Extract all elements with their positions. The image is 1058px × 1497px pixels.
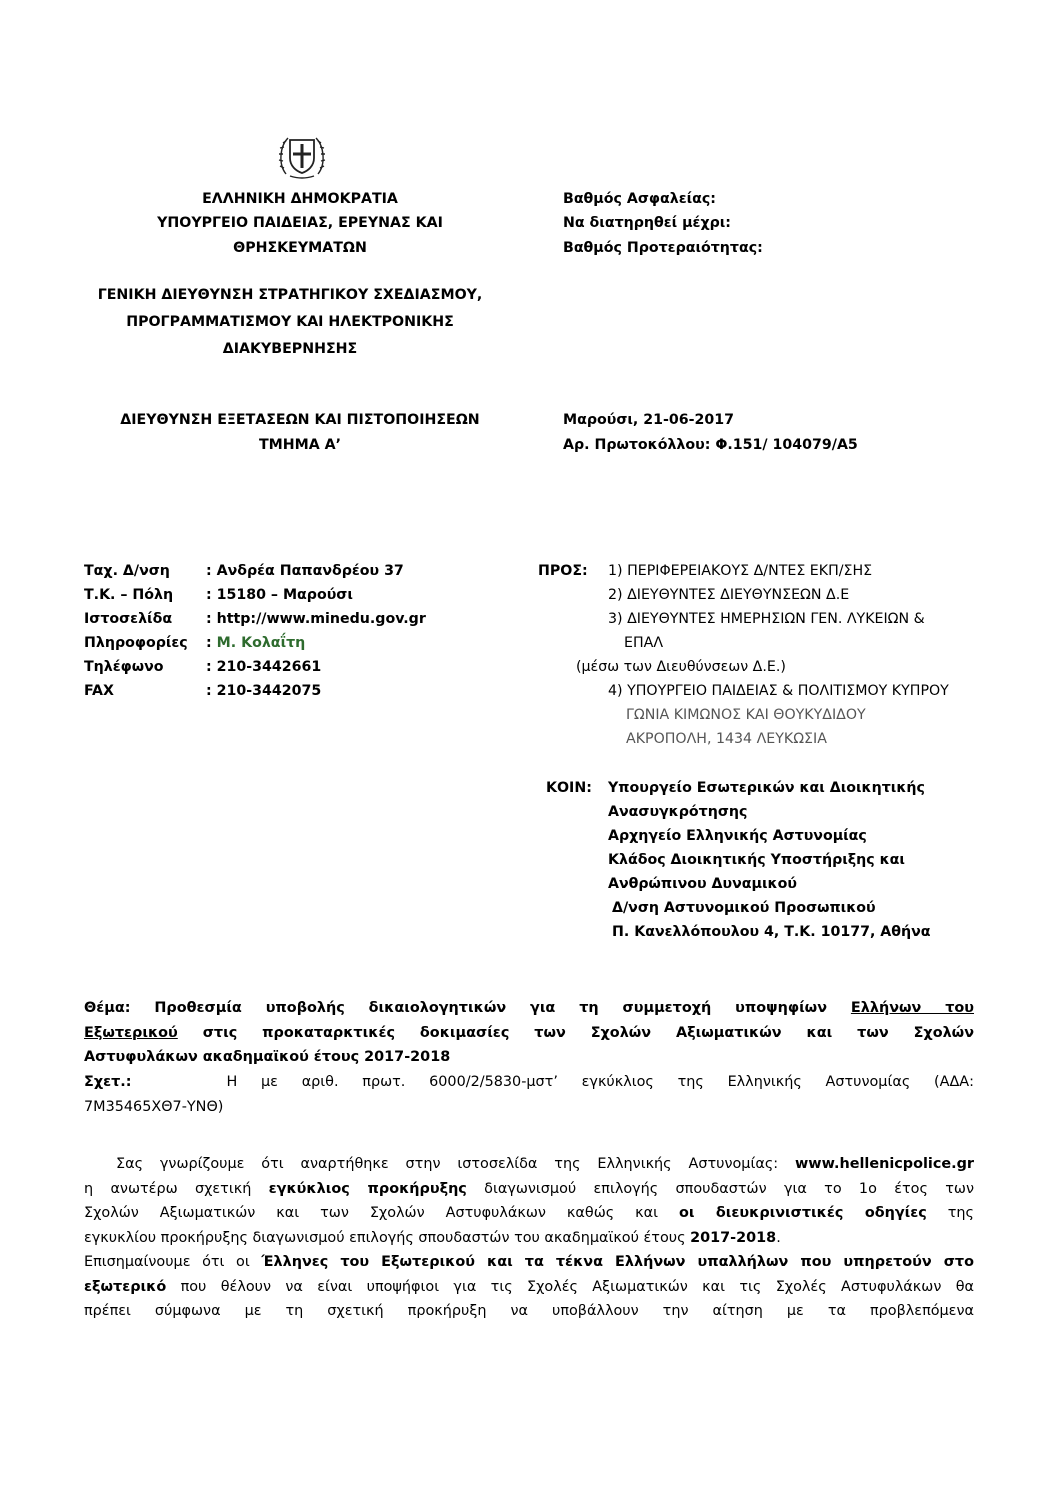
body-text: η ανωτέρω σχετική (84, 1180, 269, 1197)
subject-line-1 (84, 996, 974, 1021)
coat-of-arms-icon (276, 130, 328, 182)
body-line (84, 1226, 974, 1251)
subject-block (84, 996, 974, 1070)
body-bold: 2017-2018 (690, 1229, 777, 1246)
body-bold: εγκύκλιος προκήρυξης (268, 1180, 467, 1197)
body-text: εγκυκλίου προκήρυξης διαγωνισμού επιλογής σπουδαστών του ακαδημαϊκού έτους (84, 1229, 691, 1246)
to-label: ΠΡΟΣ: (538, 563, 588, 579)
body-line (84, 1299, 974, 1324)
cc-label: ΚΟΙΝ: (546, 780, 592, 796)
security-level-label: Βαθμός Ασφαλείας: (563, 191, 716, 207)
contact-row-info (84, 635, 305, 651)
contact-label: Τηλέφωνο (84, 659, 164, 675)
general-directorate-line-3: ΔΙΑΚΥΒΕΡΝΗΣΗΣ (222, 341, 358, 357)
subject-underlined: Εξωτερικού (84, 1024, 178, 1041)
contact-value: : 210-3442661 (206, 659, 322, 675)
subject-text: στις προκαταρκτικές δοκιμασίες των Σχολών Αξιωματικών και των Σχολών (177, 1024, 974, 1041)
contact-row-phone (84, 659, 321, 675)
body-line (84, 1250, 974, 1275)
cc-line-3: Αρχηγείο Ελληνικής Αστυνομίας (608, 828, 867, 844)
subject-text: Προθεσμία υποβολής δικαιολογητικών για τη συμμετοχή υποψηφίων (154, 1000, 827, 1016)
reference-block (84, 1070, 974, 1119)
body-bold: Έλληνες του Εξωτερικού και τα τέκνα Ελλήνων υπαλλήλων που υπηρετούν στο (261, 1254, 974, 1270)
subject-line-2 (84, 1021, 974, 1046)
body-text: . (776, 1229, 781, 1246)
contact-person: Μ. Κολαΐτη (216, 635, 306, 651)
cc-line-6: Δ/νση Αστυνομικού Προσωπικού (612, 900, 876, 916)
body-paragraph-1 (84, 1152, 974, 1250)
keep-until-label: Να διατηρηθεί μέχρι: (563, 215, 731, 231)
department-line: ΤΜΗΜΑ Α’ (258, 437, 342, 453)
cc-line-2: Ανασυγκρότησης (608, 804, 748, 820)
cc-line-1: Υπουργείο Εσωτερικών και Διοικητικής (608, 780, 925, 796)
recipient-4-address-2: ΑΚΡΟΠΟΛΗ, 1434 ΛΕΥΚΩΣΙΑ (626, 731, 827, 747)
protocol-number: Αρ. Πρωτοκόλλου: Φ.151/ 104079/Α5 (563, 437, 858, 453)
general-directorate-line-2: ΠΡΟΓΡΑΜΜΑΤΙΣΜΟΥ ΚΑΙ ΗΛΕΚΤΡΟΝΙΚΗΣ (126, 314, 454, 330)
subject-underlined: Ελλήνων του (850, 1000, 974, 1016)
cc-line-7: Π. Κανελλόπουλου 4, Τ.Κ. 10177, Αθήνα (612, 924, 931, 940)
contact-value: : Ανδρέα Παπανδρέου 37 (206, 563, 404, 579)
ministry-line-1: ΥΠΟΥΡΓΕΙΟ ΠΑΙΔΕΙΑΣ, ΕΡΕΥΝΑΣ ΚΑΙ (157, 215, 443, 231)
contact-label: Ιστοσελίδα (84, 611, 173, 627)
contact-row-website (84, 611, 426, 627)
recipient-4-address-1: ΓΩΝΙΑ ΚΙΜΩΝΟΣ ΚΑΙ ΘΟΥΚΥΔΙΔΟΥ (626, 707, 866, 723)
contact-row-fax (84, 683, 321, 699)
body-text: Σας γνωρίζουμε ότι αναρτήθηκε στην ιστοσελίδα της Ελληνικής Αστυνομίας: (116, 1156, 796, 1172)
ministry-line-2: ΘΡΗΣΚΕΥΜΑΤΩΝ (233, 240, 367, 256)
subject-label: Θέμα: (84, 1000, 131, 1016)
body-text: Σχολών Αξιωματικών και των Σχολών Αστυφυλάκων καθώς και (84, 1205, 679, 1222)
body-text: Επισημαίνουμε ότι οι (84, 1254, 262, 1270)
recipient-2: 2) ΔΙΕΥΘΥΝΤΕΣ ΔΙΕΥΘΥΝΣΕΩΝ Δ.Ε (608, 587, 850, 603)
body-bold: εξωτερικό (84, 1278, 167, 1295)
body-text: που θέλουν να είναι υποψήφιοι για τις Σχολές Αξιωματικών και τις Σχολές Αστυφυλάκων θα (166, 1278, 974, 1295)
body-line (84, 1152, 974, 1177)
contact-row-postcode (84, 587, 353, 603)
website-link[interactable]: : http://www.minedu.gov.gr (206, 611, 426, 627)
place-date: Μαρούσι, 21-06-2017 (563, 412, 735, 428)
general-directorate-line-1: ΓΕΝΙΚΗ ΔΙΕΥΘΥΝΣΗ ΣΤΡΑΤΗΓΙΚΟΥ ΣΧΕΔΙΑΣΜΟΥ, (97, 287, 483, 303)
body-line (84, 1177, 974, 1202)
body-text: της (926, 1205, 974, 1222)
body-text: διαγωνισμού επιλογής σπουδαστών για το 1ο έτος των (466, 1180, 974, 1197)
priority-label: Βαθμός Προτεραιότητας: (563, 240, 763, 256)
cc-line-5: Ανθρώπινου Δυναμικού (608, 876, 797, 892)
reference-text: Η με αριθ. πρωτ. 6000/2/5830-μστ’ εγκύκλιος της Ελληνικής Αστυνομίας (ΑΔΑ: (226, 1074, 974, 1090)
recipients-via-note: (μέσω των Διευθύνσεων Δ.Ε.) (576, 659, 786, 675)
recipient-3-line-1: 3) ΔΙΕΥΘΥΝΤΕΣ ΗΜΕΡΗΣΙΩΝ ΓΕΝ. ΛΥΚΕΙΩΝ & (608, 611, 925, 627)
directorate-line-1: ΔΙΕΥΘΥΝΣΗ ΕΞΕΤΑΣΕΩΝ ΚΑΙ ΠΙΣΤΟΠΟΙΗΣΕΩΝ (120, 412, 480, 428)
reference-line-1 (84, 1070, 974, 1095)
body-line (84, 1201, 974, 1226)
contact-value-prefix: : (206, 635, 217, 651)
contact-value: : 210-3442075 (206, 683, 322, 699)
contact-row-address (84, 563, 404, 579)
recipient-3-line-2: ΕΠΑΛ (624, 635, 664, 651)
contact-value: : 15180 – Μαρούσι (206, 587, 353, 603)
recipient-4: 4) ΥΠΟΥΡΓΕΙΟ ΠΑΙΔΕΙΑΣ & ΠΟΛΙΤΙΣΜΟΥ ΚΥΠΡΟΥ (608, 683, 949, 699)
cc-line-4: Κλάδος Διοικητικής Υποστήριξης και (608, 852, 905, 868)
contact-label: FAX (84, 683, 114, 699)
reference-label: Σχετ.: (84, 1074, 132, 1090)
contact-label: Τ.Κ. – Πόλη (84, 587, 174, 603)
body-line (84, 1275, 974, 1300)
recipient-1: 1) ΠΕΡΙΦΕΡΕΙΑΚΟΥΣ Δ/ΝΤΕΣ ΕΚΠ/ΣΗΣ (608, 563, 873, 579)
hellenicpolice-link[interactable]: www.hellenicpolice.gr (795, 1156, 974, 1172)
subject-line-3: Αστυφυλάκων ακαδημαϊκού έτους 2017-2018 (84, 1049, 451, 1066)
contact-label: Πληροφορίες (84, 635, 188, 651)
body-paragraph-2 (84, 1250, 974, 1324)
body-bold: οι διευκρινιστικές οδηγίες (678, 1205, 927, 1222)
country-name: ΕΛΛΗΝΙΚΗ ΔΗΜΟΚΡΑΤΙΑ (202, 191, 398, 207)
contact-label: Ταχ. Δ/νση (84, 563, 170, 579)
reference-line-2: 7Μ35465ΧΘ7-ΥΝΘ) (84, 1098, 224, 1115)
body-text: πρέπει σύμφωνα με τη σχετική προκήρυξη να υποβάλλουν την αίτηση με τα προβλεπόμενα (84, 1303, 974, 1320)
